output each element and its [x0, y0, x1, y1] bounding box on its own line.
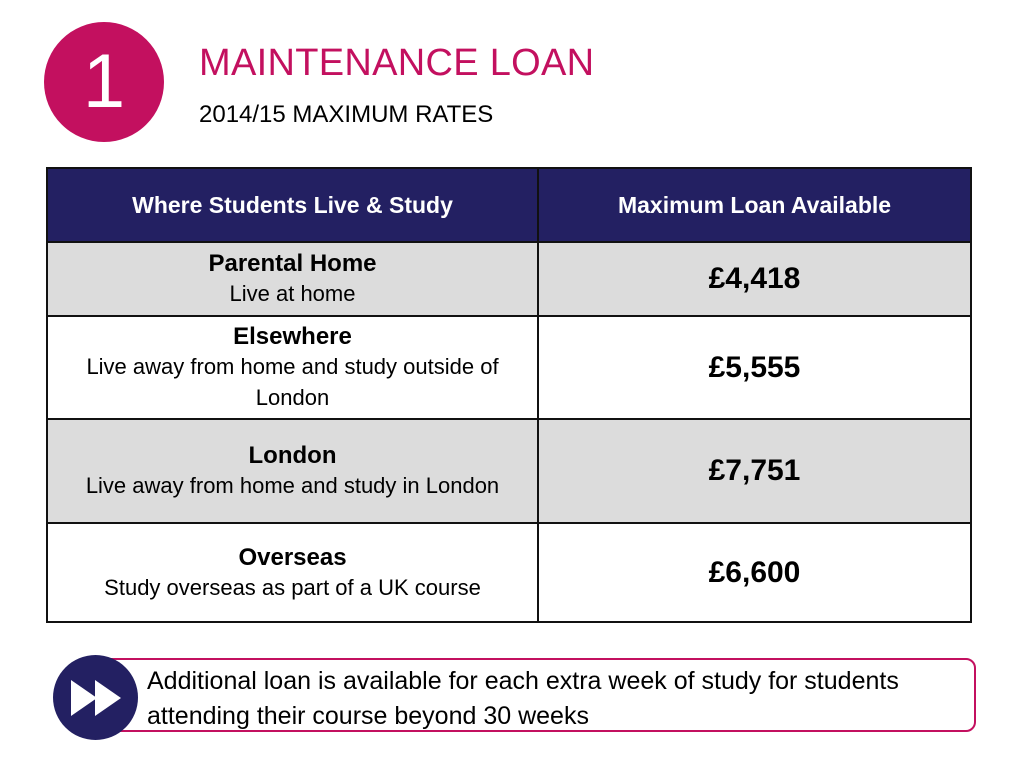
row-description: Live away from home and study in London	[85, 473, 500, 499]
row-description: Study overseas as part of a UK course	[104, 574, 481, 600]
loan-amount: £6,600	[708, 555, 801, 589]
amount-cell	[538, 523, 971, 622]
row-title: Parental Home	[208, 250, 377, 277]
location-cell	[47, 419, 538, 523]
section-number: 1	[82, 39, 126, 124]
page-title: MAINTENANCE LOAN	[199, 42, 595, 84]
table-row	[47, 242, 971, 316]
fast-forward-glyph	[67, 678, 125, 718]
row-title: Overseas	[238, 543, 347, 571]
amount-cell	[538, 316, 971, 419]
table-header-row	[47, 168, 971, 242]
fast-forward-icon	[53, 655, 138, 740]
table-row	[47, 316, 971, 419]
column-header-max-loan: Maximum Loan Available	[538, 168, 971, 242]
column-header-location: Where Students Live & Study	[47, 168, 538, 242]
amount-cell	[538, 242, 971, 316]
row-title: Elsewhere	[233, 323, 352, 351]
row-description: Live at home	[229, 281, 356, 307]
loan-amount: £7,751	[708, 454, 801, 487]
location-cell	[47, 316, 538, 419]
amount-cell	[538, 419, 971, 523]
note-text: Additional loan is available for each extra week of study for students attending their course beyond 30 weeks	[147, 667, 899, 730]
section-number-badge	[44, 22, 164, 142]
row-description: Live away from home and study outside of London	[86, 354, 499, 411]
table-row	[47, 419, 971, 523]
loan-rates-table	[46, 167, 972, 623]
location-cell	[47, 242, 538, 316]
location-cell	[47, 523, 538, 622]
table-row	[47, 523, 971, 622]
row-title: London	[248, 442, 337, 469]
loan-amount: £4,418	[708, 262, 801, 295]
page-subtitle: 2014/15 MAXIMUM RATES	[199, 101, 494, 128]
loan-amount: £5,555	[708, 350, 801, 384]
